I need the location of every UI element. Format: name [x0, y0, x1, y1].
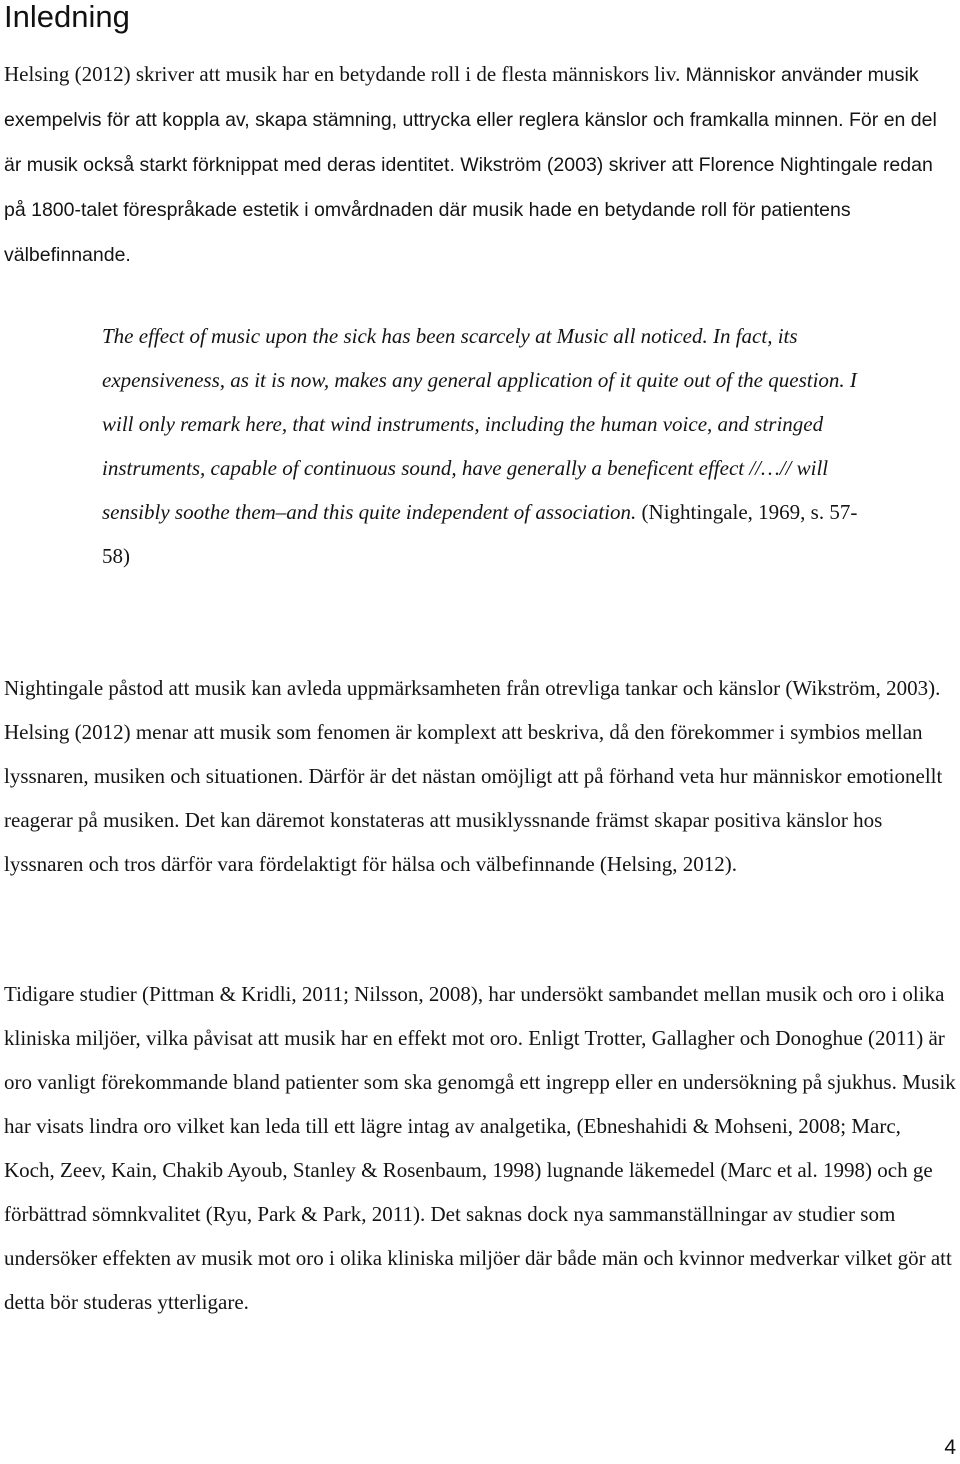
page-number: 4	[944, 1436, 956, 1459]
intro-paragraph-sans-text: Människor använder musik exempelvis för att koppla av, skapa stämning, uttrycka eller reglera känslor och framkalla minnen. För en del är musik också starkt förknippat med deras identitet. Wikström (2003) skriver att Florence Nightingale redan på 1800-talet förespråkade estetik i omvårdnaden där musik hade en betydande roll för patientens välbefinnande.	[4, 64, 937, 266]
section-heading: Inledning	[4, 0, 130, 34]
intro-paragraph	[4, 52, 956, 277]
body-paragraph-2: Nightingale påstod att musik kan avleda uppmärksamheten från otrevliga tankar och känslor (Wikström, 2003). Helsing (2012) menar att musik som fenomen är komplext att beskriva, då den förekommer i symbios mellan lyssnaren, musiken och situationen. Därför är det nästan omöjligt att på förhand veta hur människor emotionellt reagerar på musiken. Det kan däremot konstateras att musiklyssnande främst skapar positiva känslor hos lyssnaren och tros därför vara fördelaktigt för hälsa och välbefinnande (Helsing, 2012).	[4, 676, 943, 876]
quote-text: The effect of music upon the sick has been scarcely at Music all noticed. In fact, its expensiveness, as it is now, makes any general application of it quite out of the question. I will only remark here, that wind instruments, including the human voice, and stringed instruments, capable of continuous sound, have generally a beneficent effect //…// will sensibly soothe them–and this quite independent of association.	[102, 324, 857, 524]
nightingale-quote	[102, 314, 862, 578]
quote-citation: (Nightingale, 1969, s. 57-58)	[102, 500, 858, 568]
body-paragraph-3: Tidigare studier (Pittman & Kridli, 2011; Nilsson, 2008), har undersökt sambandet mellan musik och oro i olika kliniska miljöer, vilka påvisat att musik har en effekt mot oro. Enligt Trotter, Gallagher och Donoghue (2011) är oro vanligt förekommande bland patienter som ska genomgå ett ingrepp eller en undersökning på sjukhus. Musik har visats lindra oro vilket kan leda till ett lägre intag av analgetika, (Ebneshahidi & Mohseni, 2008; Marc, Koch, Zeev, Kain, Chakib Ayoub, Stanley & Rosenbaum, 1998) lugnande läkemedel (Marc et al. 1998) och ge förbättrad sömnkvalitet (Ryu, Park & Park, 2011). Det saknas dock nya sammanställningar av studier som undersöker effekten av musik mot oro i olika kliniska miljöer där både män och kvinnor medverkar vilket gör att detta bör studeras ytterligare.	[4, 982, 956, 1314]
intro-paragraph-serif-text: Helsing (2012) skriver att musik har en betydande roll i de flesta människors liv.	[4, 62, 681, 86]
